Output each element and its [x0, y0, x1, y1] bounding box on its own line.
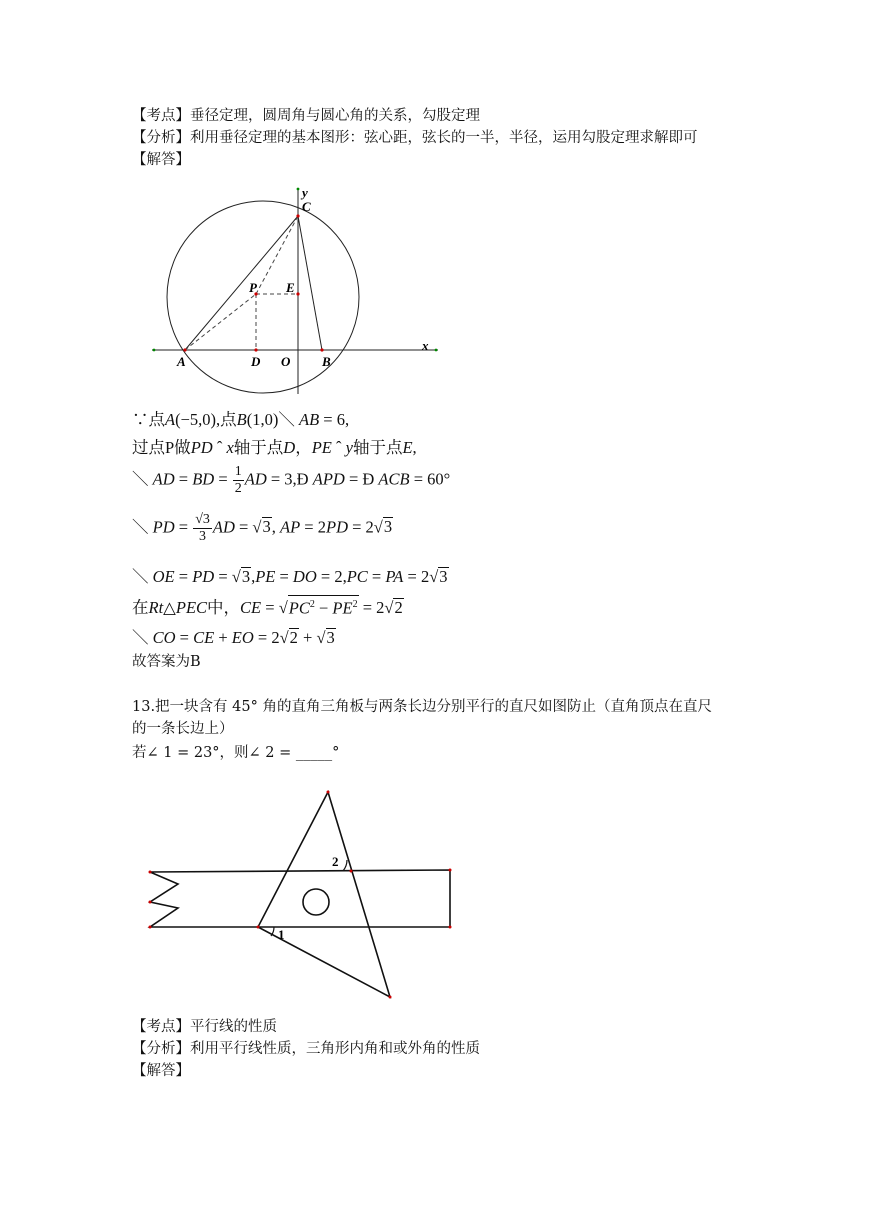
text: 轴于点	[352, 438, 403, 457]
jieda-line: 【解答】	[132, 152, 190, 168]
label-b: B	[322, 354, 331, 369]
vertex-bottom	[389, 996, 392, 999]
radicand-pc-pe	[288, 595, 359, 618]
numerator: 1	[234, 464, 242, 479]
text: ˆ	[331, 438, 346, 457]
text: ＼	[132, 469, 153, 489]
q13-line-1: 13.把一块含有 45° 角的直角三角板与两条长边分别平行的直尺如图防止（直角顶点在直尺	[132, 699, 712, 715]
var: CO	[152, 628, 176, 647]
radicand: 3	[241, 567, 251, 586]
text: = √	[261, 598, 288, 617]
label-a: A	[177, 354, 186, 369]
kaodian-line: 【考点】垂径定理，圆周角与圆心角的关系，勾股定理	[132, 108, 480, 124]
text: ˆ	[212, 438, 227, 457]
radicand: 3	[439, 567, 448, 586]
point-b	[320, 348, 323, 351]
var: PD	[325, 517, 348, 537]
label-d: D	[251, 354, 261, 369]
label-c: C	[302, 199, 311, 214]
label-x: x	[422, 338, 429, 353]
var: x	[226, 438, 234, 457]
triangle-ruler-intersect	[350, 870, 353, 873]
var: CE	[193, 628, 215, 647]
var: AP	[280, 517, 301, 537]
point-top	[297, 188, 300, 191]
exponent: 2	[352, 598, 358, 610]
text: ,	[251, 567, 256, 586]
text: ,	[412, 438, 417, 457]
ruler-notch-pt	[149, 901, 152, 904]
vertex-right-angle	[257, 926, 260, 929]
solution-line-3	[132, 464, 450, 497]
vertex-top	[327, 791, 330, 794]
answer-blank: _____	[295, 745, 333, 761]
text: ＼	[132, 628, 153, 647]
text: = 2√	[347, 517, 383, 537]
ruler-corner-tl	[149, 871, 152, 874]
var: PC	[346, 567, 368, 586]
var: E	[402, 438, 413, 457]
radicand: 2	[394, 598, 403, 617]
radicand: 3	[383, 517, 393, 537]
jieda-line-2: 【解答】	[132, 1063, 190, 1079]
label-o: O	[281, 354, 291, 369]
text: 过点P做	[132, 438, 191, 457]
var: D	[283, 438, 296, 457]
text: (1,0)＼	[246, 410, 299, 429]
var: PD	[192, 567, 215, 586]
text: ＼	[132, 517, 153, 537]
q13-line-3	[132, 743, 339, 763]
var: EO	[231, 628, 254, 647]
point-right	[435, 349, 438, 352]
degree-mark: °	[332, 745, 340, 761]
text: △	[163, 598, 176, 617]
text: 轴于点	[233, 438, 284, 457]
text: = 2	[300, 517, 326, 537]
solution-line-1	[132, 406, 349, 430]
var: PD	[190, 438, 213, 457]
text: ＼	[132, 567, 153, 586]
text: = 2√	[253, 628, 289, 647]
var: AD	[152, 469, 175, 489]
triangle-outline	[258, 792, 390, 997]
label-angle-1: 1	[278, 927, 285, 942]
text: + √	[298, 628, 326, 647]
point-d	[254, 348, 257, 351]
text: =	[174, 469, 193, 489]
fenxi-line-2: 【分析】利用平行线性质，三角形内角和或外角的性质	[132, 1041, 480, 1057]
point-c	[296, 214, 299, 217]
text: 中，	[207, 598, 241, 617]
solution-line-5	[132, 563, 449, 587]
var: APD	[312, 469, 345, 489]
point-left	[153, 349, 156, 352]
fenxi-line: 【分析】利用垂径定理的基本图形：弦心距，弦长的一半，半径，运用勾股定理求解即可	[132, 130, 698, 146]
numerator: √3	[195, 512, 210, 527]
text: = 6,	[319, 410, 350, 429]
radicand: 2	[289, 628, 298, 647]
ruler-outline	[150, 870, 450, 927]
var: AB	[298, 410, 320, 429]
text: = √	[234, 517, 262, 537]
denominator: 3	[199, 529, 207, 544]
circle-figure	[148, 186, 448, 396]
var: AD	[212, 517, 235, 537]
answer-line: 故答案为B	[132, 654, 201, 670]
text: =	[174, 567, 193, 586]
label-angle-2: 2	[332, 854, 339, 869]
solution-line-7	[132, 624, 336, 648]
text: = √	[214, 567, 241, 586]
text: =	[174, 517, 193, 537]
text: ∵点	[132, 410, 165, 429]
triangle-hole	[303, 889, 329, 915]
var: PE	[332, 598, 353, 617]
text: =	[367, 567, 386, 586]
segment-ac	[185, 216, 298, 350]
var: ACB	[378, 469, 410, 489]
var: B	[236, 410, 247, 429]
point-a	[183, 348, 186, 351]
text: = 2√	[403, 567, 439, 586]
text: =	[214, 469, 232, 489]
text: 在	[132, 598, 149, 617]
label-y: y	[302, 186, 308, 200]
text: = Ð	[344, 469, 379, 489]
var: OE	[152, 567, 175, 586]
ruler-corner-br	[449, 926, 452, 929]
text: =	[275, 567, 293, 586]
label-e: E	[286, 280, 295, 295]
var: PE	[311, 438, 332, 457]
angle-2-arc	[343, 860, 347, 871]
segment-bc	[298, 216, 322, 350]
kaodian-line-2: 【考点】平行线的性质	[132, 1019, 277, 1035]
text: = 2,	[316, 567, 347, 586]
var: Rt	[148, 598, 164, 617]
fraction-sqrt3-over-3	[193, 512, 212, 545]
denominator: 2	[234, 481, 242, 496]
text: (−5,0),点	[175, 410, 237, 429]
ruler-corner-bl	[149, 926, 152, 929]
label-p: P	[249, 280, 257, 295]
solution-line-6	[132, 594, 404, 618]
ruler-triangle-figure	[144, 786, 464, 1006]
var: PC	[288, 598, 310, 617]
text: = 3,Ð	[266, 469, 313, 489]
text: ，	[295, 438, 312, 457]
var: PA	[385, 567, 404, 586]
solution-line-4	[132, 512, 393, 545]
exponent: 2	[309, 598, 315, 610]
text: = 2√	[358, 598, 394, 617]
var: A	[165, 410, 176, 429]
var: DO	[292, 567, 317, 586]
var: PEC	[175, 598, 208, 617]
segment-ap	[185, 294, 256, 350]
point-e	[296, 292, 299, 295]
var: BD	[192, 469, 215, 489]
var: AD	[244, 469, 267, 489]
var: PD	[152, 517, 175, 537]
q13-line-2: 的一条长边上）	[132, 721, 234, 737]
text: +	[214, 628, 232, 647]
text: =	[175, 628, 194, 647]
solution-line-2	[132, 434, 417, 458]
radicand: 3	[326, 628, 335, 647]
question-text: 若∠ 1 = 23°，则∠ 2 =	[132, 745, 296, 761]
text: = 60°	[409, 469, 451, 489]
ruler-corner-tr	[449, 869, 452, 872]
var: CE	[240, 598, 262, 617]
var: y	[345, 438, 353, 457]
text: −	[314, 598, 333, 617]
text: ,	[271, 517, 280, 537]
var: PE	[255, 567, 276, 586]
radicand: 3	[262, 517, 271, 537]
fraction-one-half	[233, 464, 244, 497]
